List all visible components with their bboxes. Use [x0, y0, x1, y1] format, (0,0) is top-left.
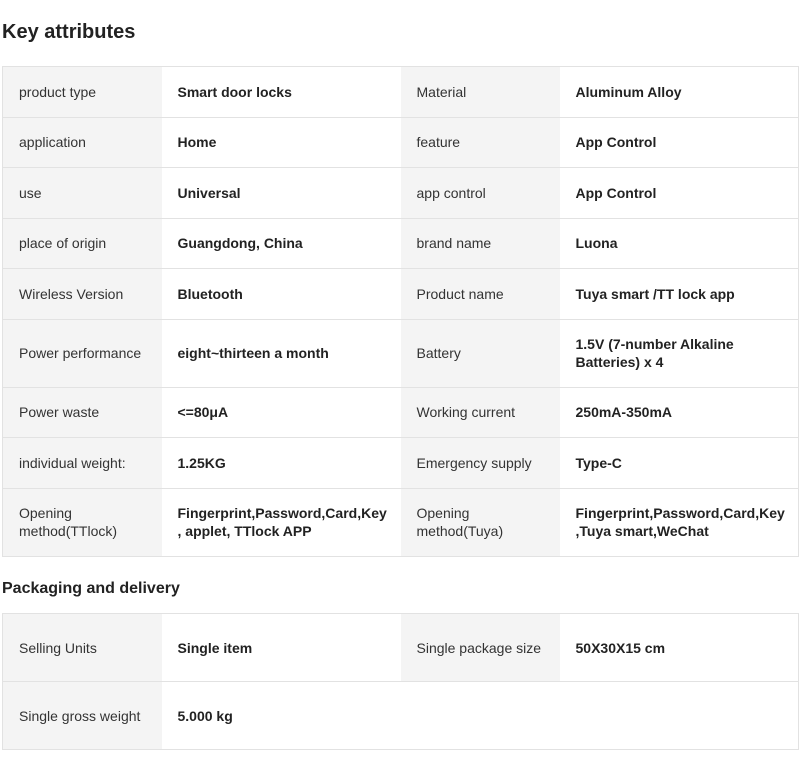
- attribute-value: App Control: [560, 168, 799, 219]
- table-row: [3, 682, 799, 750]
- attribute-value: Universal: [162, 168, 401, 219]
- empty-cell: [401, 682, 560, 750]
- table-row: [3, 67, 799, 118]
- attribute-label: application: [3, 117, 162, 168]
- attribute-value: Fingerprint,Password,Card,Key , applet, TTlock APP: [162, 488, 401, 556]
- key-attributes-heading: Key attributes: [2, 21, 136, 43]
- attribute-label: Product name: [401, 269, 560, 320]
- attribute-value: Guangdong, China: [162, 218, 401, 269]
- packaging-table: [2, 613, 799, 750]
- attribute-label: use: [3, 168, 162, 219]
- key-attributes-table: [2, 66, 799, 557]
- attribute-value: Type-C: [560, 438, 799, 489]
- attribute-label: Working current: [401, 387, 560, 438]
- attribute-label: Opening method(Tuya): [401, 488, 560, 556]
- attribute-value: Home: [162, 117, 401, 168]
- attribute-value: Fingerprint,Password,Card,Key ,Tuya smart,WeChat: [560, 488, 799, 556]
- attribute-label: Power performance: [3, 319, 162, 387]
- table-row: [3, 117, 799, 168]
- attribute-value: Tuya smart /TT lock app: [560, 269, 799, 320]
- attribute-value: <=80μA: [162, 387, 401, 438]
- table-row: [3, 218, 799, 269]
- attribute-label: Battery: [401, 319, 560, 387]
- attribute-value: Smart door locks: [162, 67, 401, 118]
- attribute-label: place of origin: [3, 218, 162, 269]
- table-row: [3, 438, 799, 489]
- attribute-value: Single item: [162, 614, 401, 682]
- table-row: [3, 488, 799, 556]
- table-row: [3, 168, 799, 219]
- table-row: [3, 269, 799, 320]
- attribute-value: Bluetooth: [162, 269, 401, 320]
- attribute-value: App Control: [560, 117, 799, 168]
- attribute-label: product type: [3, 67, 162, 118]
- table-row: [3, 319, 799, 387]
- attribute-value: Luona: [560, 218, 799, 269]
- attribute-label: Opening method(TTlock): [3, 488, 162, 556]
- table-row: [3, 387, 799, 438]
- attribute-label: Emergency supply: [401, 438, 560, 489]
- table-row: [3, 614, 799, 682]
- packaging-heading: Packaging and delivery: [2, 580, 180, 597]
- attribute-value: 250mA-350mA: [560, 387, 799, 438]
- attribute-value: 1.25KG: [162, 438, 401, 489]
- attribute-label: Material: [401, 67, 560, 118]
- attribute-value: 5.000 kg: [162, 682, 401, 750]
- attribute-label: Selling Units: [3, 614, 162, 682]
- attribute-label: Power waste: [3, 387, 162, 438]
- attribute-label: Single package size: [401, 614, 560, 682]
- attribute-label: Single gross weight: [3, 682, 162, 750]
- attribute-label: feature: [401, 117, 560, 168]
- attribute-value: 50X30X15 cm: [560, 614, 799, 682]
- attribute-label: brand name: [401, 218, 560, 269]
- attribute-label: individual weight:: [3, 438, 162, 489]
- attribute-label: app control: [401, 168, 560, 219]
- empty-cell: [560, 682, 799, 750]
- attribute-value: 1.5V (7-number Alkaline Batteries) x 4: [560, 319, 799, 387]
- attribute-value: Aluminum Alloy: [560, 67, 799, 118]
- attribute-value: eight~thirteen a month: [162, 319, 401, 387]
- attribute-label: Wireless Version: [3, 269, 162, 320]
